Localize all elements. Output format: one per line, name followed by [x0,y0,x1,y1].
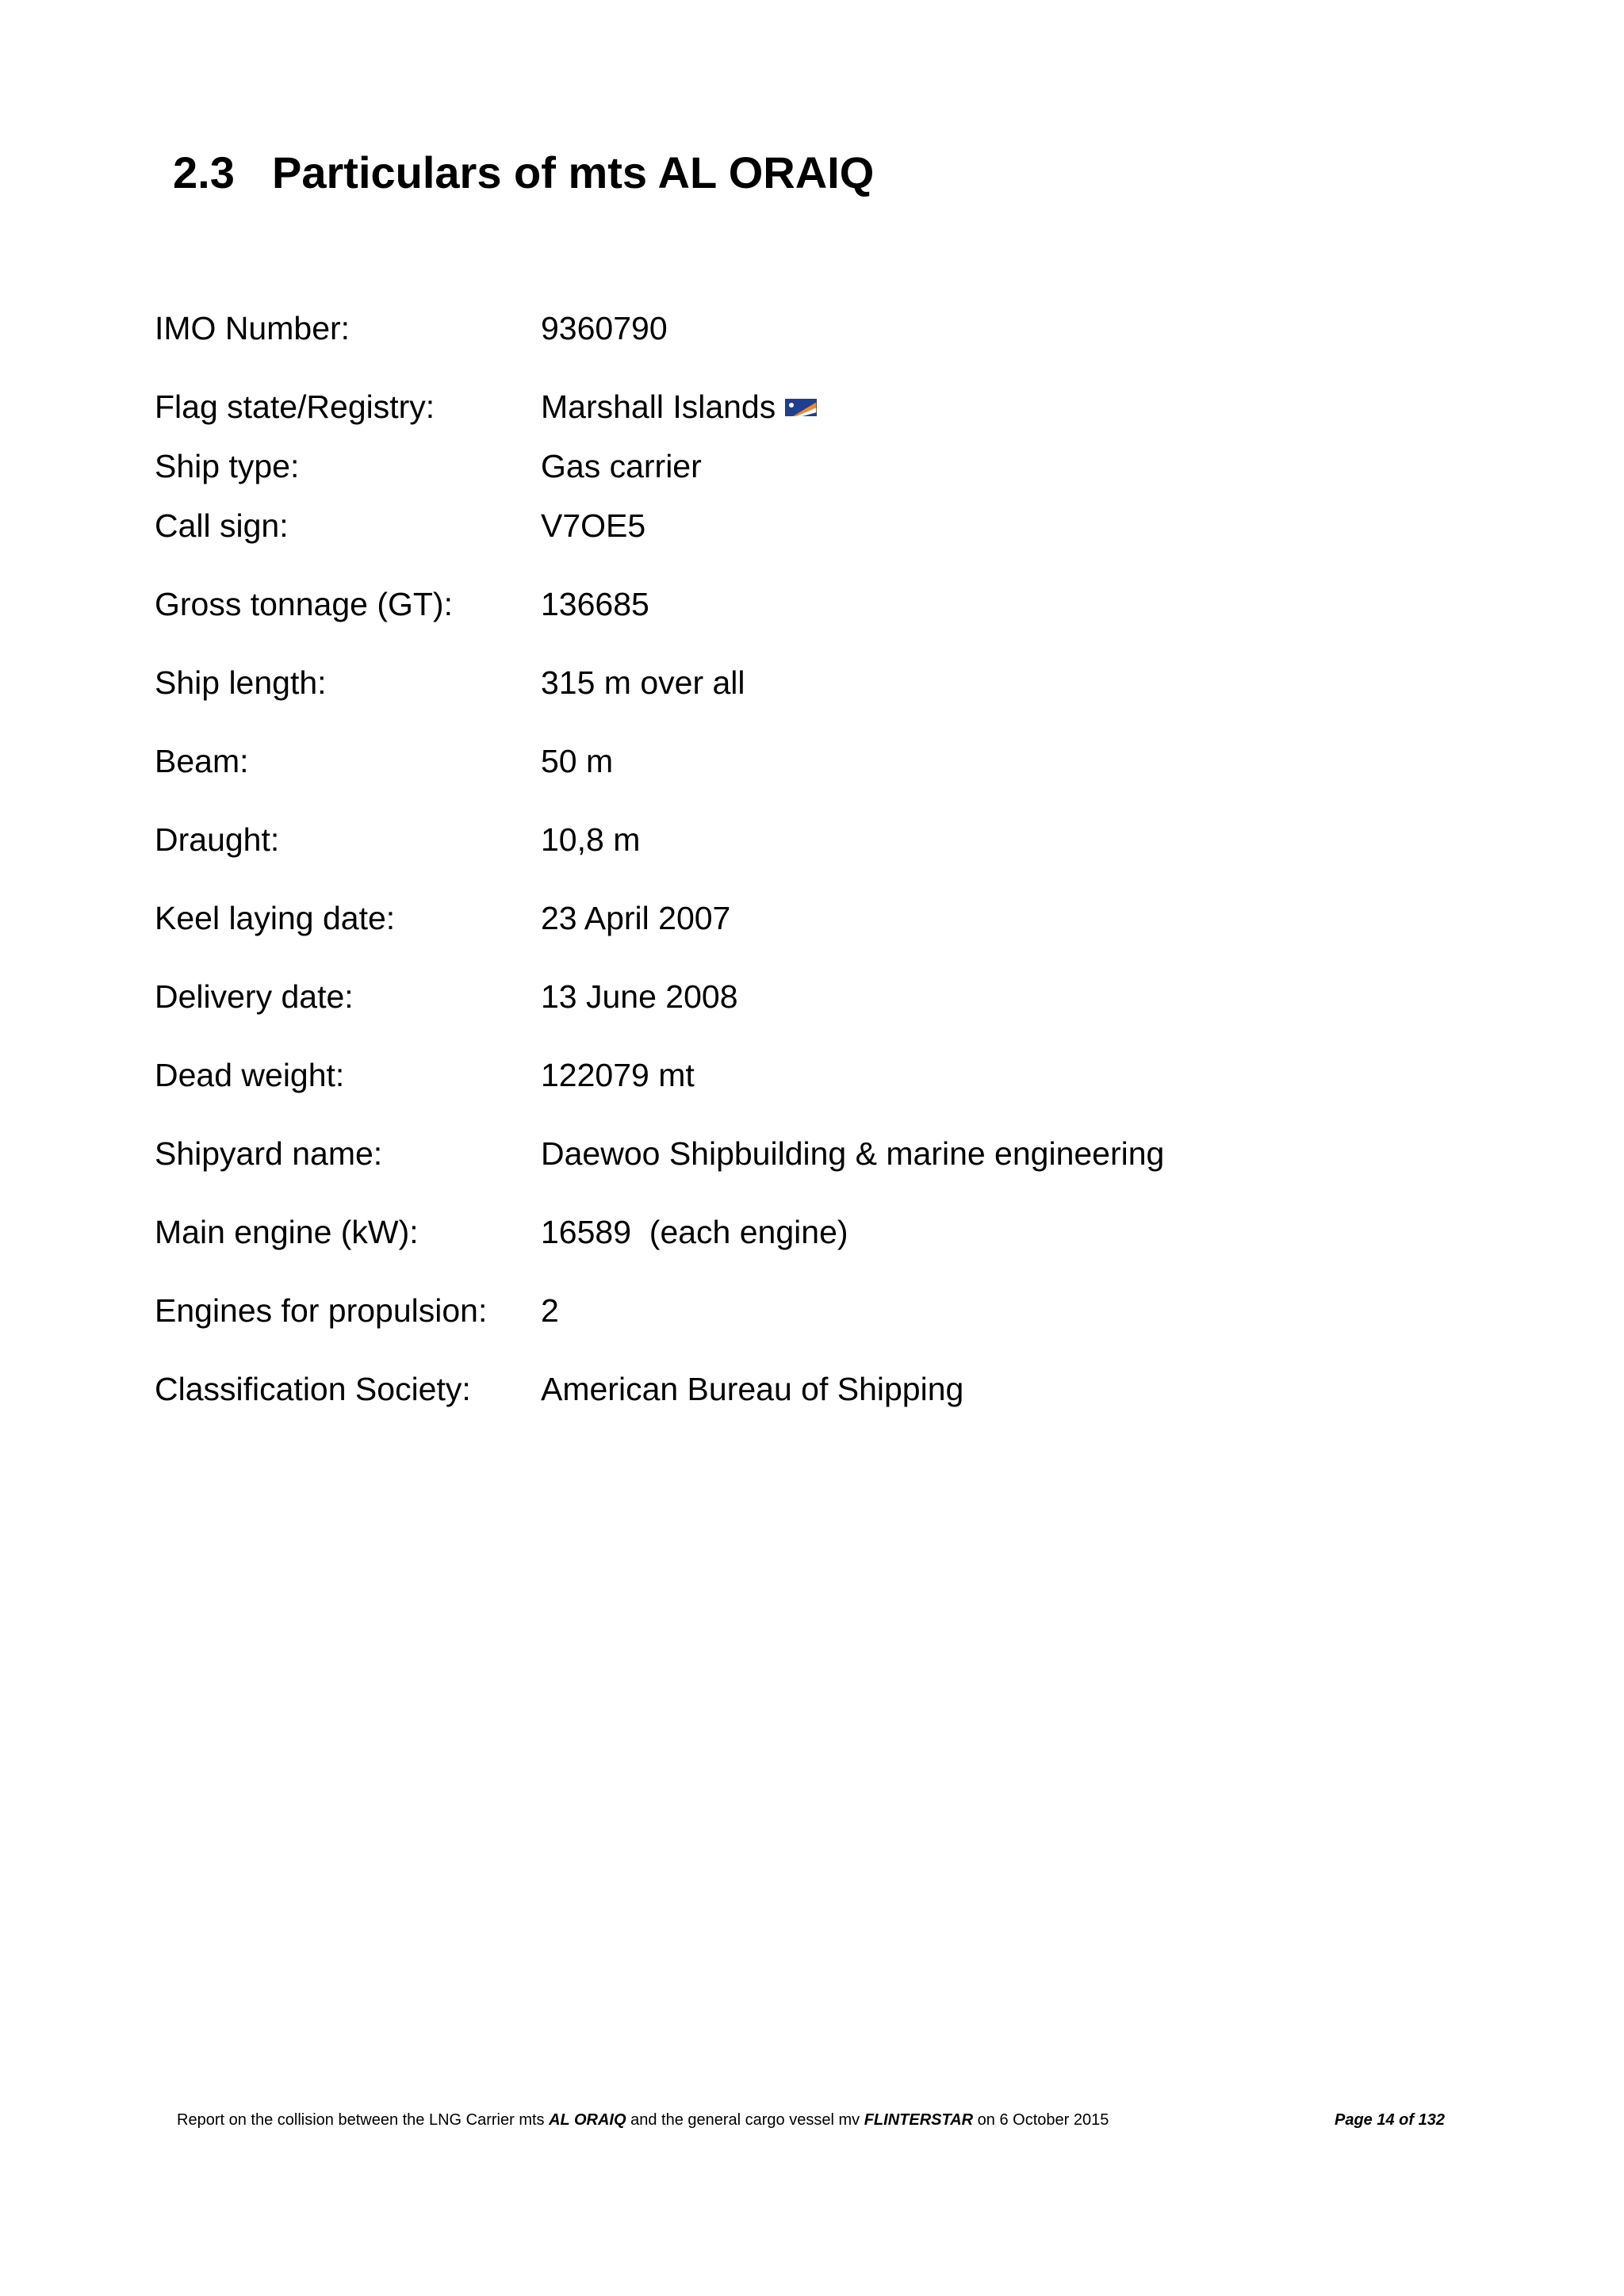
section-title: Particulars of mts AL ORAIQ [272,147,875,197]
section-heading [173,147,875,197]
particular-value: 10,8 m [541,821,641,858]
particular-label: Draught: [155,821,280,858]
particular-label: Call sign: [155,507,289,544]
particular-label: Beam: [155,743,249,779]
particular-value: 122079 mt [541,1057,695,1093]
particular-label: IMO Number: [155,310,350,346]
page-footer [177,2112,1109,2128]
particular-value: 9360790 [541,310,668,346]
particular-value: 50 m [541,743,614,779]
particular-value: 2 [541,1292,559,1329]
particular-label: Classification Society: [155,1371,471,1407]
particular-value: Marshall Islands [541,388,776,425]
particular-value: 136685 [541,586,649,622]
footer-text: and the general cargo vessel mv [626,2111,864,2129]
particular-label: Gross tonnage (GT): [155,586,453,622]
particular-value: American Bureau of Shipping [541,1371,964,1407]
particular-label: Keel laying date: [155,900,396,936]
footer-ship-name: AL ORAIQ [549,2111,626,2129]
footer-ship-name: FLINTERSTAR [864,2111,974,2129]
particular-label: Flag state/Registry: [155,388,435,425]
particular-label: Engines for propulsion: [155,1292,488,1329]
particular-value: 16589 (each engine) [541,1214,848,1250]
particular-value: V7OE5 [541,507,646,544]
particular-value: 13 June 2008 [541,978,738,1015]
particular-value: Daewoo Shipbuilding & marine engineering [541,1135,1165,1172]
footer-text: on 6 October 2015 [973,2111,1109,2129]
page-number: Page 14 of 132 [1335,2111,1445,2129]
section-number: 2.3 [173,147,235,197]
particular-value: 315 m over all [541,664,745,701]
particular-label: Dead weight: [155,1057,345,1093]
particular-value-wrapper [541,388,817,425]
particular-label: Ship length: [155,664,327,701]
particular-label: Ship type: [155,448,300,484]
particular-value: Gas carrier [541,448,702,484]
footer-text: Report on the collision between the LNG Carrier mts [177,2111,550,2129]
particular-value: 23 April 2007 [541,900,731,936]
particular-label: Main engine (kW): [155,1214,419,1250]
marshall-islands-flag-icon [785,394,817,416]
particular-label: Shipyard name: [155,1135,383,1172]
particular-label: Delivery date: [155,978,354,1015]
